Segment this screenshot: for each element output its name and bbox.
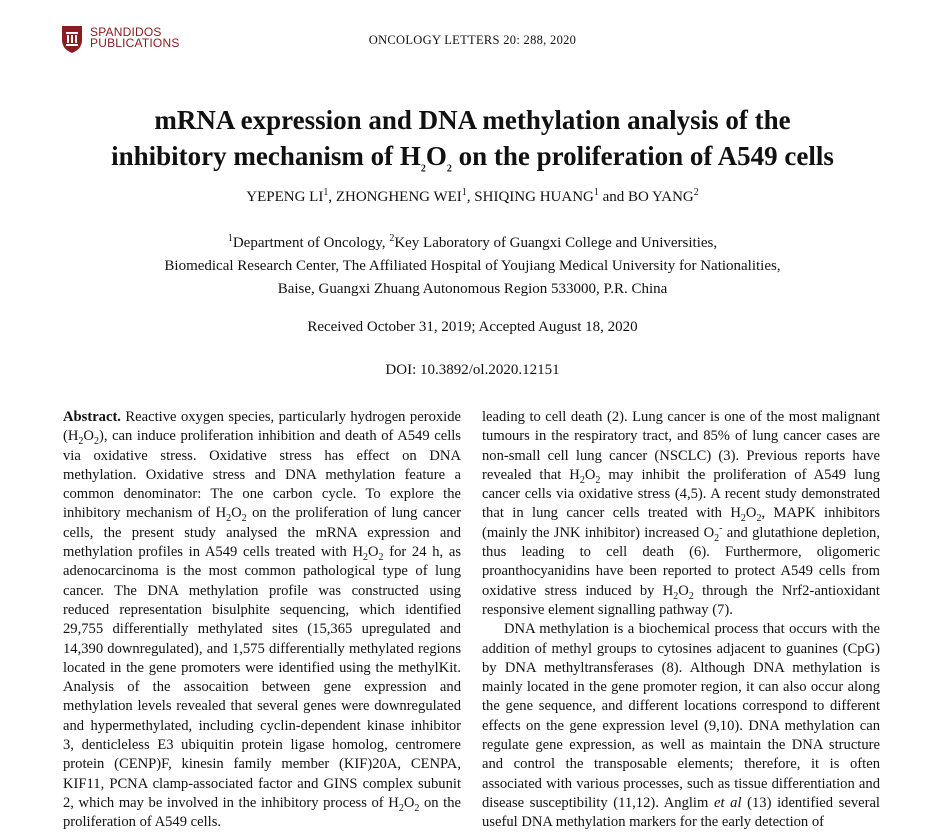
doi: DOI: 10.3892/ol.2020.12151: [385, 362, 560, 378]
publisher-line2: PUBLICATIONS: [90, 36, 180, 50]
body-paragraph-1: leading to cell death (2). Lung cancer is one of the most malignant tumours in the respiratory tract, and 85% of lung cancer cases are non-small cell lung cancer (NSCLC) (3). Previous reports have revealed that $H_2O_2$ may inhibit the proliferation of A549 lung cancer cells via oxidative stress (4,5). A recent study demonstrated that in lung cancer cells treated with $H_2O_2$, MAPK inhibitors (mainly the JNK inhibitor) increased $O_2^-$ and glutathione depletion, thus leading to cell death (6). Furthermore, oligomeric proanthocyanidins have been reported to protect A549 cells from oxidative stress induced by $H_2O_2$ through the Nrf2-antioxidant responsive element signalling pathway (7).: [482, 409, 880, 618]
title-line-2: inhibitory mechanism of $H_2O_2$ on the proliferation of A549 cells: [111, 141, 834, 175]
body-paragraph-2: DNA methylation is a biochemical process that occurs with the addition of methyl groups to cytosines adjacent to guanines (CpG) by DNA methyltransferases (8). Although DNA methylation is mainly located in the gene promoter region, it can also occur along the gene sequence, and different locations correspond to different effects on the gene expression level (9,10). DNA methylation can regulate gene expression, as well as maintain the DNA structure and control the transposable elements; therefore, it is often associated with various processes, such as tissue differentiation and disease susceptibility (11,12). Anglim et al (13) identified several useful DNA methylation markers for the early detection of: [482, 621, 880, 831]
abstract-paragraph: Abstract. Reactive oxygen species, particularly hydrogen peroxide $(H_2O_2)$, can induce proliferation inhibition and death of A549 cells via oxidative stress. Oxidative stress has effect on DNA methylation. Oxidative stress and DNA methylation feature a common denominator: The one carbon cycle. To explore the inhibitory mechanism of $H_2O_2$ on the proliferation of lung cancer cells, the present study analysed the mRNA expression and methylation profiles in A549 cells treated with $H_2O_2$ for 24 h, as adenocarcinoma is the most common pathological type of lung cancer. The DNA methylation profile was constructed using reduced representation bisulphite sequencing, which identified 29,755 differentially methylated sites (15,365 upregulated and 14,390 downregulated), and 1,575 differentially methylated regions located in the gene promoters were identified using the methylKit. Analysis of the assocaition between gene expression and methylation levels revealed that several genes were downregulated and hypermethylated, including cyclin-dependent kinase inhibitor 3, denticleless E3 ubiquitin protein ligase homolog, centromere protein (CENP)F, kinesin family member (KIF)20A, CENPA, KIF11, PCNA clamp-associated factor and GINS complex subunit 2, which may be involved in the inhibitory process of $H_2O_2$ on the proliferation of A549 cells.: [63, 409, 462, 831]
author-list: [0, 189, 945, 206]
abstract-column: [63, 408, 461, 833]
author: YEPENG $LI^1$,: [246, 187, 336, 205]
affiliations: [0, 232, 945, 301]
journal-reference: ONCOLOGY LETTERS 20: 288, 2020: [368, 33, 577, 47]
body-column: [482, 408, 880, 833]
author: SHIQING HUANG$^1$ and: [474, 187, 629, 205]
affiliation-line-1: $^1$Department of Oncology, $^2$Key Laboratory of Guangxi College and Universities,: [227, 233, 718, 251]
publisher-line1: SPANDIDOS: [90, 25, 162, 39]
received-accepted-dates: Received October 31, 2019; Accepted August 18, 2020: [307, 319, 638, 335]
author: ZHONGHENG WEI$^1$,: [335, 187, 475, 205]
author: BO YANG$^2$: [628, 187, 699, 205]
affiliation-line-3: Baise, Guangxi Zhuang Autonomous Region 533000, P.R. China: [277, 281, 668, 297]
title-line-1: mRNA expression and DNA methylation analysis of the: [154, 105, 791, 135]
abstract-heading: Abstract.: [63, 409, 121, 425]
affiliation-line-2: Biomedical Research Center, The Affiliated Hospital of Youjiang Medical University for Nationalities,: [164, 258, 781, 274]
article-title: [0, 102, 945, 174]
